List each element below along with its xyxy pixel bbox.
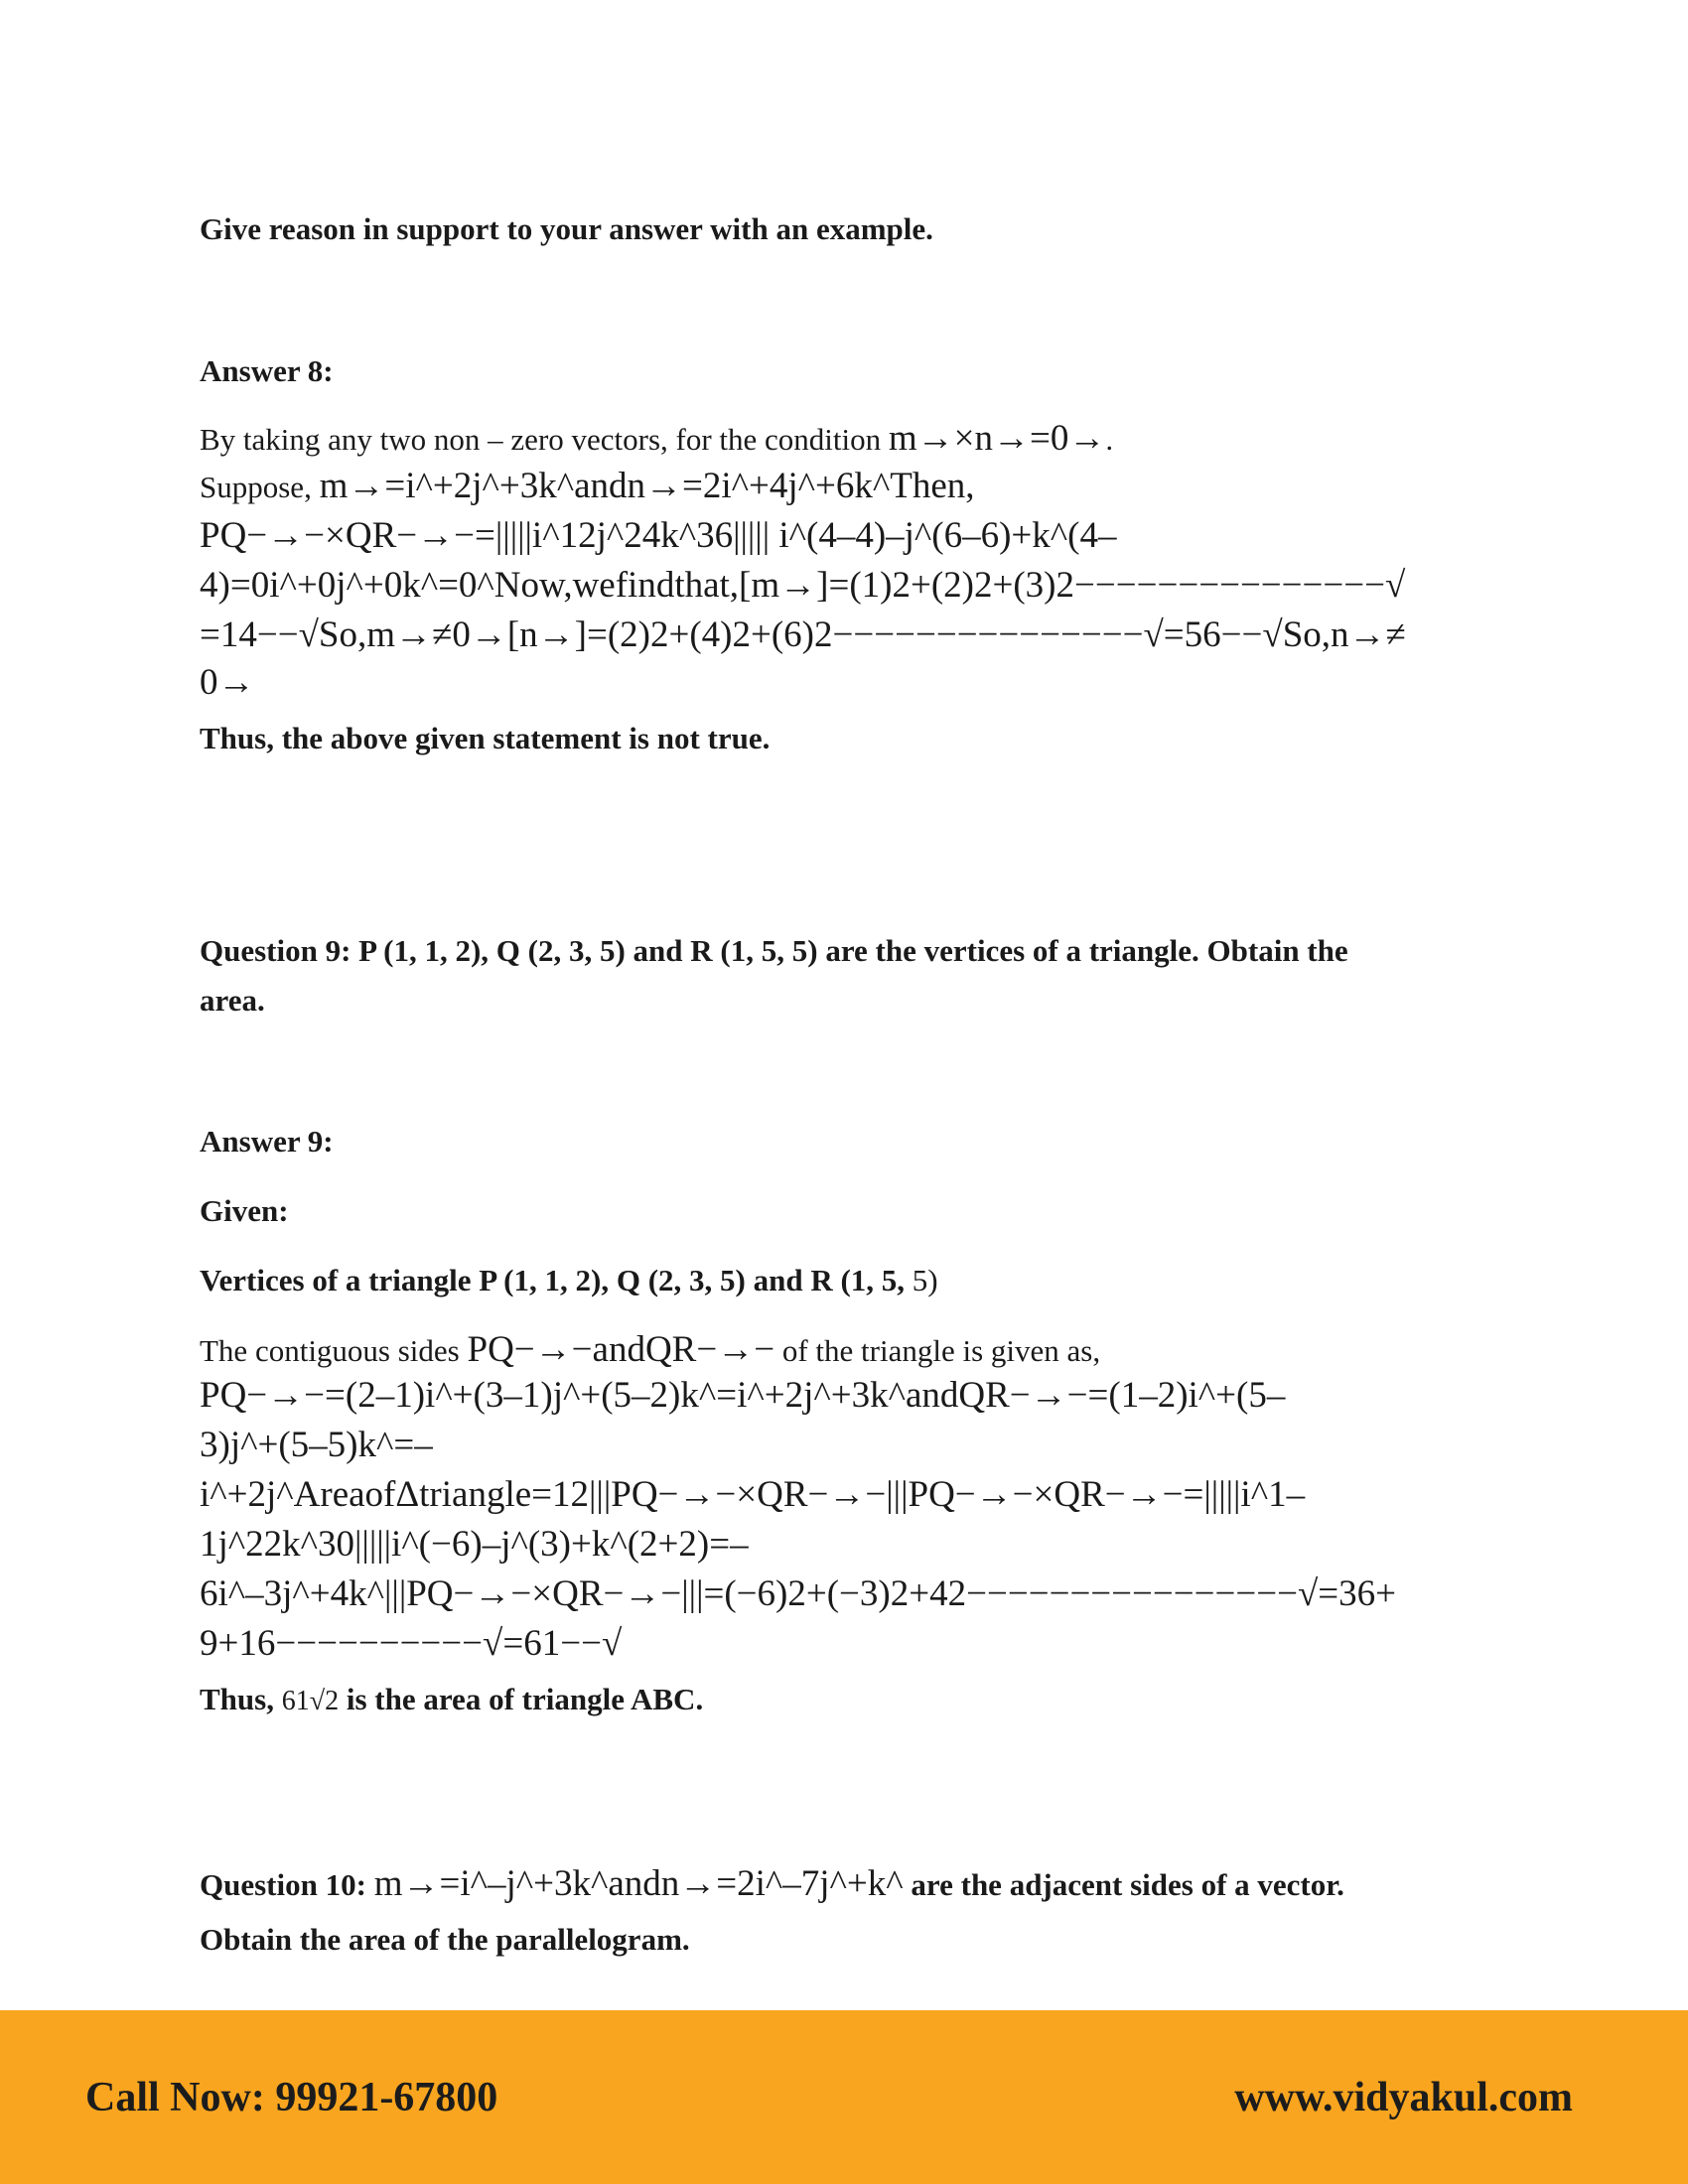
call-now-phone: Call Now: 99921-67800 (85, 2075, 498, 2120)
answer-9-line-3: i^+2j^AreaofΔtriangle=12|||PQ−→−×QR−→−|||PQ−→−×QR−→−=|||||i^1– (200, 1474, 1306, 1515)
text: is the area of triangle ABC. (339, 1682, 704, 1716)
answer-9-line-1: PQ−→−=(2–1)i^+(3–1)j^+(5–2)k^=i^+2j^+3k^andQR−→−=(1–2)i^+(5– (200, 1375, 1286, 1416)
answer-8-line-4: 4)=0i^+0j^+0k^=0^Now,wefindthat,[m→]=(1)2+(2)2+(3)2−−−−−−−−−−−−−−−√ (200, 565, 1406, 606)
answer-9-sides (200, 1328, 1100, 1371)
answer-8-line-5: =14−−√So,m→≠0→[n→]=(2)2+(4)2+(6)2−−−−−−−−−−−−−−−√=56−−√So,n→≠ (200, 614, 1406, 655)
question-9-line-1: Question 9: P (1, 1, 2), Q (2, 3, 5) and R (1, 5, 5) are the vertices of a triangle. Obtain the (200, 933, 1348, 968)
answer-8-conclusion: Thus, the above given statement is not true. (200, 721, 771, 755)
text: . (1105, 422, 1114, 457)
answer-9-conclusion (200, 1682, 703, 1717)
footer-banner (0, 2010, 1688, 2184)
answer-8-heading: Answer 8: (200, 353, 334, 388)
question-9-line-2: area. (200, 983, 265, 1018)
answer-9-line-6: 9+16−−−−−−−−−−√=61−−√ (200, 1623, 623, 1664)
math: m→×n→=0→ (888, 418, 1106, 459)
website-link[interactable]: www.vidyakul.com (1234, 2075, 1573, 2120)
math: 61√2 (281, 1686, 340, 1716)
text: The contiguous sides (200, 1333, 468, 1368)
question-10-line-1 (200, 1862, 1344, 1905)
answer-9-line-5: 6i^–3j^+4k^|||PQ−→−×QR−→−|||=(−6)2+(−3)2+42−−−−−−−−−−−−−−−−√=36+ (200, 1573, 1397, 1614)
text: are the adjacent sides of a vector. (903, 1867, 1344, 1902)
answer-9-line-2: 3)j^+(5–5)k^=– (200, 1425, 433, 1465)
answer-9-line-4: 1j^22k^30|||||i^(−6)–j^(3)+k^(2+2)=– (200, 1524, 749, 1565)
answer-9-vertices (200, 1263, 938, 1298)
answer-8-line-1 (200, 417, 1113, 460)
question-8-tail: Give reason in support to your answer with an example. (200, 211, 933, 246)
answer-9-heading: Answer 9: (200, 1124, 334, 1159)
text: Suppose, (200, 470, 320, 504)
text: By taking any two non – zero vectors, for the condition (200, 422, 889, 457)
question-10-line-2: Obtain the area of the parallelogram. (200, 1922, 690, 1957)
answer-8-line-6: 0→ (200, 662, 255, 703)
text: Thus, (200, 1682, 282, 1716)
math: m→=i^–j^+3k^andn→=2i^–7j^+k^ (373, 1863, 904, 1904)
text: Question 10: (200, 1867, 374, 1902)
answer-8-line-3: PQ−→−×QR−→−=|||||i^12j^24k^36||||| i^(4–4)–j^(6–6)+k^(4– (200, 515, 1117, 556)
math: PQ−→−andQR−→− (467, 1329, 775, 1370)
text: 5) (912, 1263, 938, 1297)
math: m→=i^+2j^+3k^andn→=2i^+4j^+6k^Then, (319, 466, 975, 506)
text: of the triangle is given as, (774, 1333, 1101, 1368)
answer-9-given: Given: (200, 1193, 289, 1228)
text: Vertices of a triangle P (1, 1, 2), Q (2, 3, 5) and R (1, 5, (200, 1263, 913, 1297)
answer-8-line-2 (200, 465, 975, 507)
